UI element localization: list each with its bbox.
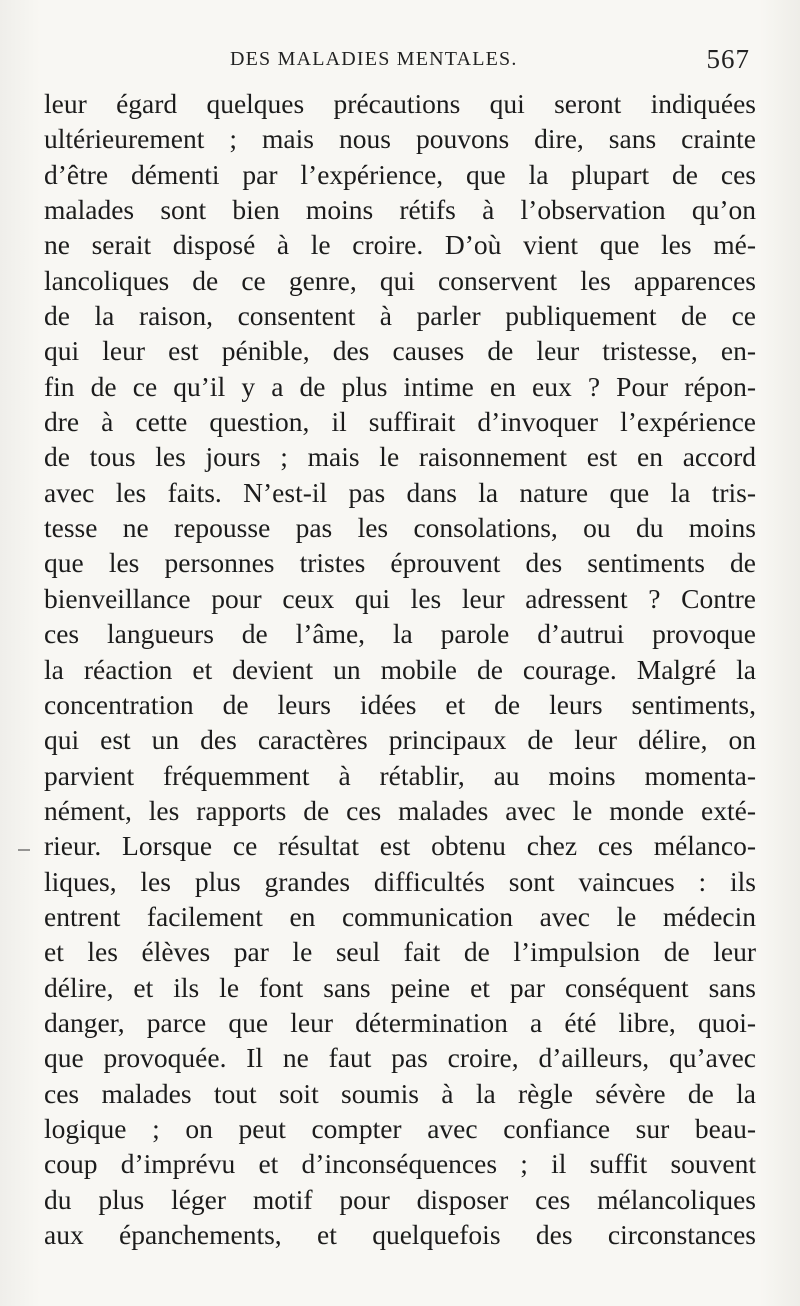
text-line: logique ; on peut compter avec confiance sur beau- — [44, 1112, 756, 1144]
text-line: parvient fréquemment à rétablir, au moins momenta- — [44, 759, 756, 791]
text-line: aux épanchements, et quelquefois des circonstances — [44, 1219, 756, 1250]
text-line: d’être démenti par l’expérience, que la plupart de ces — [44, 158, 756, 190]
text-line: lancoliques de ce genre, qui conservent les apparences — [44, 264, 756, 296]
running-head — [44, 44, 756, 78]
text-line: que provoquée. Il ne faut pas croire, d’ailleurs, qu’avec — [44, 1042, 756, 1074]
text-line: ultérieurement ; mais nous pouvons dire, sans crainte — [44, 123, 756, 155]
text-line: de la raison, consentent à parler publiquement de ce — [44, 300, 756, 332]
page-number: 567 — [706, 44, 750, 74]
text-line: concentration de leurs idées et de leurs sentiments, — [44, 688, 756, 720]
text-line: malades sont bien moins rétifs à l’observation qu’on — [44, 194, 756, 226]
text-line: qui est un des caractères principaux de leur délire, on — [44, 724, 756, 756]
text-line: nément, les rapports de ces malades avec le monde exté- — [44, 794, 756, 826]
text-line: tesse ne repousse pas les consolations, ou du moins — [44, 512, 756, 544]
text-line: de tous les jours ; mais le raisonnement est en accord — [44, 441, 756, 473]
text-line: ces langueurs de l’âme, la parole d’autrui provoque — [44, 618, 756, 650]
text-line: fin de ce qu’il y a de plus intime en eux ? Pour répon- — [44, 370, 756, 402]
body-text — [44, 86, 756, 1252]
text-line: et les élèves par le seul fait de l’impulsion de leur — [44, 936, 756, 968]
text-line: entrent facilement en communication avec le médecin — [44, 900, 756, 932]
text-line: délire, et ils le font sans peine et par conséquent sans — [44, 971, 756, 1003]
text-line: dre à cette question, il suffirait d’invoquer l’expérience — [44, 406, 756, 438]
text-line: la réaction et devient un mobile de courage. Malgré la — [44, 653, 756, 685]
text-line: danger, parce que leur détermination a été libre, quoi- — [44, 1006, 756, 1038]
text-line: avec les faits. N’est-il pas dans la nature que la tris- — [44, 476, 756, 508]
text-line: coup d’imprévu et d’inconséquences ; il suffit souvent — [44, 1148, 756, 1180]
text-line: que les personnes tristes éprouvent des sentiments de — [44, 547, 756, 579]
text-line: bienveillance pour ceux qui les leur adressent ? Contre — [44, 582, 756, 614]
text-line: ne serait disposé à le croire. D’où vient que les mé- — [44, 229, 756, 261]
text-line: liques, les plus grandes difficultés sont vaincues : ils — [44, 865, 756, 897]
text-line: du plus léger motif pour disposer ces mélancoliques — [44, 1183, 756, 1215]
text-line: rieur. Lorsque ce résultat est obtenu chez ces mélanco- — [44, 830, 756, 862]
running-title: DES MALADIES MENTALES. — [230, 48, 518, 70]
text-line: ces malades tout soit soumis à la règle sévère de la — [44, 1077, 756, 1109]
text-line: leur égard quelques précautions qui seront indiquées — [44, 88, 756, 119]
margin-mark — [18, 849, 30, 851]
text-line: qui leur est pénible, des causes de leur tristesse, en- — [44, 335, 756, 367]
